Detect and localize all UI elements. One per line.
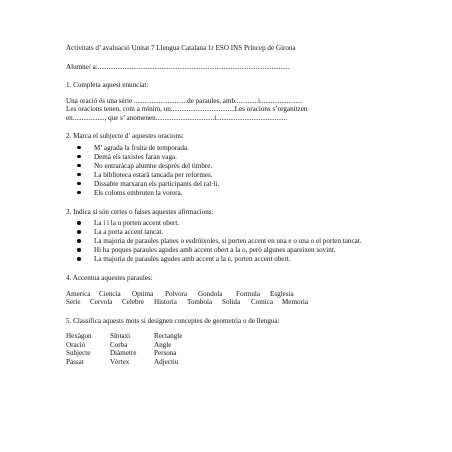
list-item: La majoria de paraules planes o esdrúixoles, si porten accent en una e o una o el porten tancat. xyxy=(66,237,398,246)
word-row xyxy=(66,332,398,341)
student-name-line: Alumne/ a:............................................................................................................ xyxy=(66,62,290,71)
word: Corba xyxy=(110,340,128,349)
word-row xyxy=(66,358,398,367)
list-item: La i i la u porten accent obert. xyxy=(66,219,398,228)
word: Historia xyxy=(154,298,177,306)
word: Celebre xyxy=(122,298,145,306)
word: Optima xyxy=(132,289,154,298)
word: Tombola xyxy=(187,298,213,306)
word: Serie xyxy=(66,298,81,306)
word: Passat xyxy=(66,357,84,366)
word: Gondola xyxy=(198,289,223,298)
question-3-heading: 3. Indica si són certes o falses aquestes afirmacions: xyxy=(66,207,214,216)
word-row xyxy=(66,290,398,299)
list-item: M’ agrada la fruita de temporada. xyxy=(66,144,398,153)
list-item: La a porta accent tancat. xyxy=(66,228,398,237)
word: Esglesia xyxy=(270,289,294,298)
list-item: La biblioteca estarà tancada per reformes. xyxy=(66,171,398,180)
word: Ciencia xyxy=(99,289,121,298)
word-row xyxy=(66,298,398,307)
worksheet-title: Activitats d’ avaluació Unitat 7 Llengua Catalana 1r ESO INS Príncep de Girona xyxy=(66,44,296,52)
question-1-heading: 1. Completa aquest enunciat: xyxy=(66,81,149,89)
list-item: Els coloms embruten la vorera. xyxy=(66,189,398,198)
worksheet-content xyxy=(66,44,398,366)
question-3-list xyxy=(66,219,398,264)
word: Persona xyxy=(154,349,177,357)
list-item: No entraràcap alumne després del timbre. xyxy=(66,162,398,171)
word: Adjectiu xyxy=(154,357,179,366)
question-1-line: Les oracions tenen, com a mínim, un....................................Les oracions s’organitzen xyxy=(66,105,308,113)
word: Síntaxi xyxy=(110,332,131,340)
word: Rectangle xyxy=(154,332,183,340)
list-item: Dissabte marxaran els participants del ral·li. xyxy=(66,180,398,189)
word: Vèrtex xyxy=(110,357,130,366)
question-2-heading: 2. Marca el subjecte d’ aquestes oracions: xyxy=(66,132,184,140)
list-item: La majoria de paraules agudes amb accent a la e, porten accent obert. xyxy=(66,255,398,264)
question-5-heading: 5. Classifica aquests mots si designen conceptes de geometria o de llengua: xyxy=(66,316,280,325)
word: Memoria xyxy=(282,298,309,306)
word: Cervola xyxy=(90,298,113,306)
question-2-list xyxy=(66,144,398,198)
word: Subjecte xyxy=(66,349,91,357)
word: America xyxy=(66,289,91,298)
word: Angle xyxy=(154,340,172,349)
word: Oració xyxy=(66,340,86,349)
word: Solida xyxy=(222,298,241,306)
word: Diàmetre xyxy=(110,349,137,357)
question-1-line: en.................., que s’ anomenen.................................i........................................ xyxy=(66,113,288,122)
question-1-line: Una oració és una sèrie ..............................de paraules, amb.............i........................ xyxy=(66,96,303,105)
word-row xyxy=(66,349,398,358)
list-item: Demà els taxistes faran vaga. xyxy=(66,153,398,162)
word: Comica xyxy=(251,298,274,306)
word: Formula xyxy=(236,289,261,298)
list-item: Hi ha poques paraules agudes amb accent obert a la o, però algunes apareixen sovint. xyxy=(66,246,398,255)
word: Hexàgon xyxy=(66,332,92,340)
word-row xyxy=(66,341,398,350)
word: Polvora xyxy=(165,289,188,298)
question-4-heading: 4. Accentua aquestes paraules: xyxy=(66,274,153,282)
